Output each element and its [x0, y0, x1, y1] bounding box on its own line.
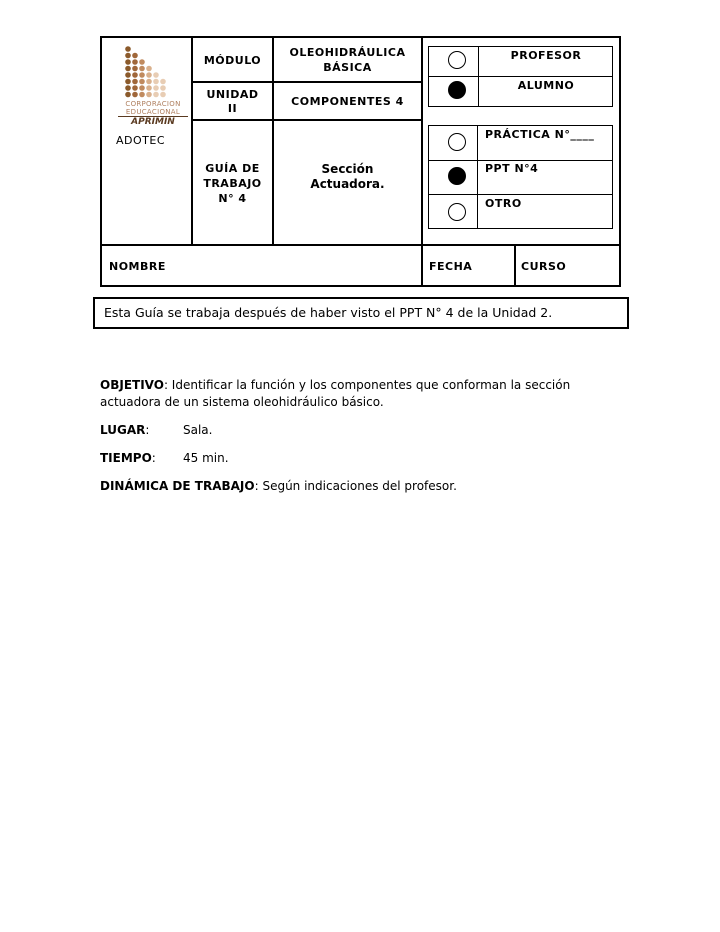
modulo-value-line2: BÁSICA: [323, 61, 372, 74]
lugar-label: LUGAR: [100, 423, 146, 437]
logo-dot: [125, 92, 131, 98]
profesor-label: PROFESOR: [510, 49, 582, 62]
divider: [192, 81, 422, 83]
ppt-radio[interactable]: [448, 167, 466, 185]
logo-dot: [139, 79, 145, 85]
seccion-line2: Actuadora.: [310, 177, 385, 191]
logo-dot: [153, 72, 159, 78]
modulo-label: MÓDULO: [203, 54, 262, 67]
adotec-label: ADOTEC: [116, 134, 166, 147]
fecha-label: FECHA: [429, 260, 473, 273]
logo-line1: CORPORACION: [125, 100, 181, 108]
logo-dot: [125, 59, 131, 65]
divider: [101, 244, 620, 246]
practica-radio[interactable]: [448, 133, 466, 151]
guia-line2: TRABAJO: [203, 177, 262, 190]
dinamica-row: [100, 479, 457, 493]
logo-line2: EDUCACIONAL: [125, 108, 181, 116]
dinamica-label: DINÁMICA DE TRABAJO: [100, 479, 255, 493]
divider: [192, 119, 422, 121]
tiempo-value: 45 min.: [183, 451, 229, 465]
divider: [514, 245, 516, 286]
logo-dot: [139, 66, 145, 72]
logo-dot: [125, 46, 131, 52]
logo-dot: [160, 79, 166, 85]
objetivo-text-line2: actuadora de un sistema oleohidráulico básico.: [100, 395, 384, 409]
profesor-radio[interactable]: [448, 51, 466, 69]
alumno-label: ALUMNO: [517, 79, 575, 92]
logo-brand: APRIMIN: [118, 116, 188, 127]
logo-dot: [146, 66, 152, 72]
logo-dot: [153, 79, 159, 85]
type-box-divider: [428, 160, 613, 161]
otro-radio[interactable]: [448, 203, 466, 221]
role-box-divider: [428, 76, 613, 77]
logo-dot: [125, 79, 131, 85]
logo-dot: [153, 85, 159, 91]
guia-line1: GUÍA DE: [205, 162, 260, 175]
alumno-radio[interactable]: [448, 81, 466, 99]
note-text: Esta Guía se trabaja después de haber visto el PPT N° 4 de la Unidad 2.: [104, 305, 553, 320]
logo-dot: [139, 72, 145, 78]
logo-dot: [132, 53, 138, 59]
logo-dot: [125, 85, 131, 91]
practica-label: PRÁCTICA N°____: [485, 128, 595, 141]
dinamica-text: : Según indicaciones del profesor.: [254, 479, 457, 493]
logo-dot: [125, 66, 131, 72]
type-box-divider: [477, 125, 478, 229]
logo-dot: [139, 92, 145, 98]
logo-dot: [132, 59, 138, 65]
logo-dot: [160, 85, 166, 91]
objetivo-text-line1: : Identificar la función y los componentes que conforman la sección: [163, 378, 571, 392]
objetivo-label: OBJETIVO: [100, 378, 164, 392]
logo-dot: [132, 66, 138, 72]
lugar-value: Sala.: [183, 423, 213, 437]
logo-dot: [146, 92, 152, 98]
unidad-value: COMPONENTES 4: [291, 95, 404, 108]
divider: [191, 37, 193, 245]
logo-dot: [153, 92, 159, 98]
logo-dot: [139, 59, 145, 65]
unidad-label-line2: II: [227, 102, 238, 115]
lugar-colon: :: [145, 423, 150, 437]
tiempo-colon: :: [151, 451, 156, 465]
logo-dot: [132, 85, 138, 91]
logo-dot: [160, 92, 166, 98]
logo-mark-icon: [118, 44, 188, 104]
logo-dot: [146, 85, 152, 91]
ppt-label: PPT N°4: [485, 162, 539, 175]
logo-dot: [132, 72, 138, 78]
modulo-value-line1: OLEOHIDRÁULICA: [289, 46, 406, 59]
lugar-row: [100, 423, 149, 437]
nombre-label: NOMBRE: [109, 260, 166, 273]
curso-label: CURSO: [521, 260, 567, 273]
objetivo-row: [100, 378, 570, 392]
logo-dot: [146, 79, 152, 85]
otro-label: OTRO: [485, 197, 522, 210]
logo-dot: [125, 53, 131, 59]
logo-dot: [139, 85, 145, 91]
logo-dot: [125, 72, 131, 78]
unidad-label-line1: UNIDAD: [206, 88, 259, 101]
tiempo-row: [100, 451, 156, 465]
type-box-divider: [428, 194, 613, 195]
logo: [118, 44, 188, 130]
seccion-line1: Sección: [321, 162, 374, 176]
logo-dot: [132, 92, 138, 98]
guia-line3: N° 4: [218, 192, 247, 205]
tiempo-label: TIEMPO: [100, 451, 152, 465]
logo-dot: [146, 72, 152, 78]
logo-dot: [132, 79, 138, 85]
